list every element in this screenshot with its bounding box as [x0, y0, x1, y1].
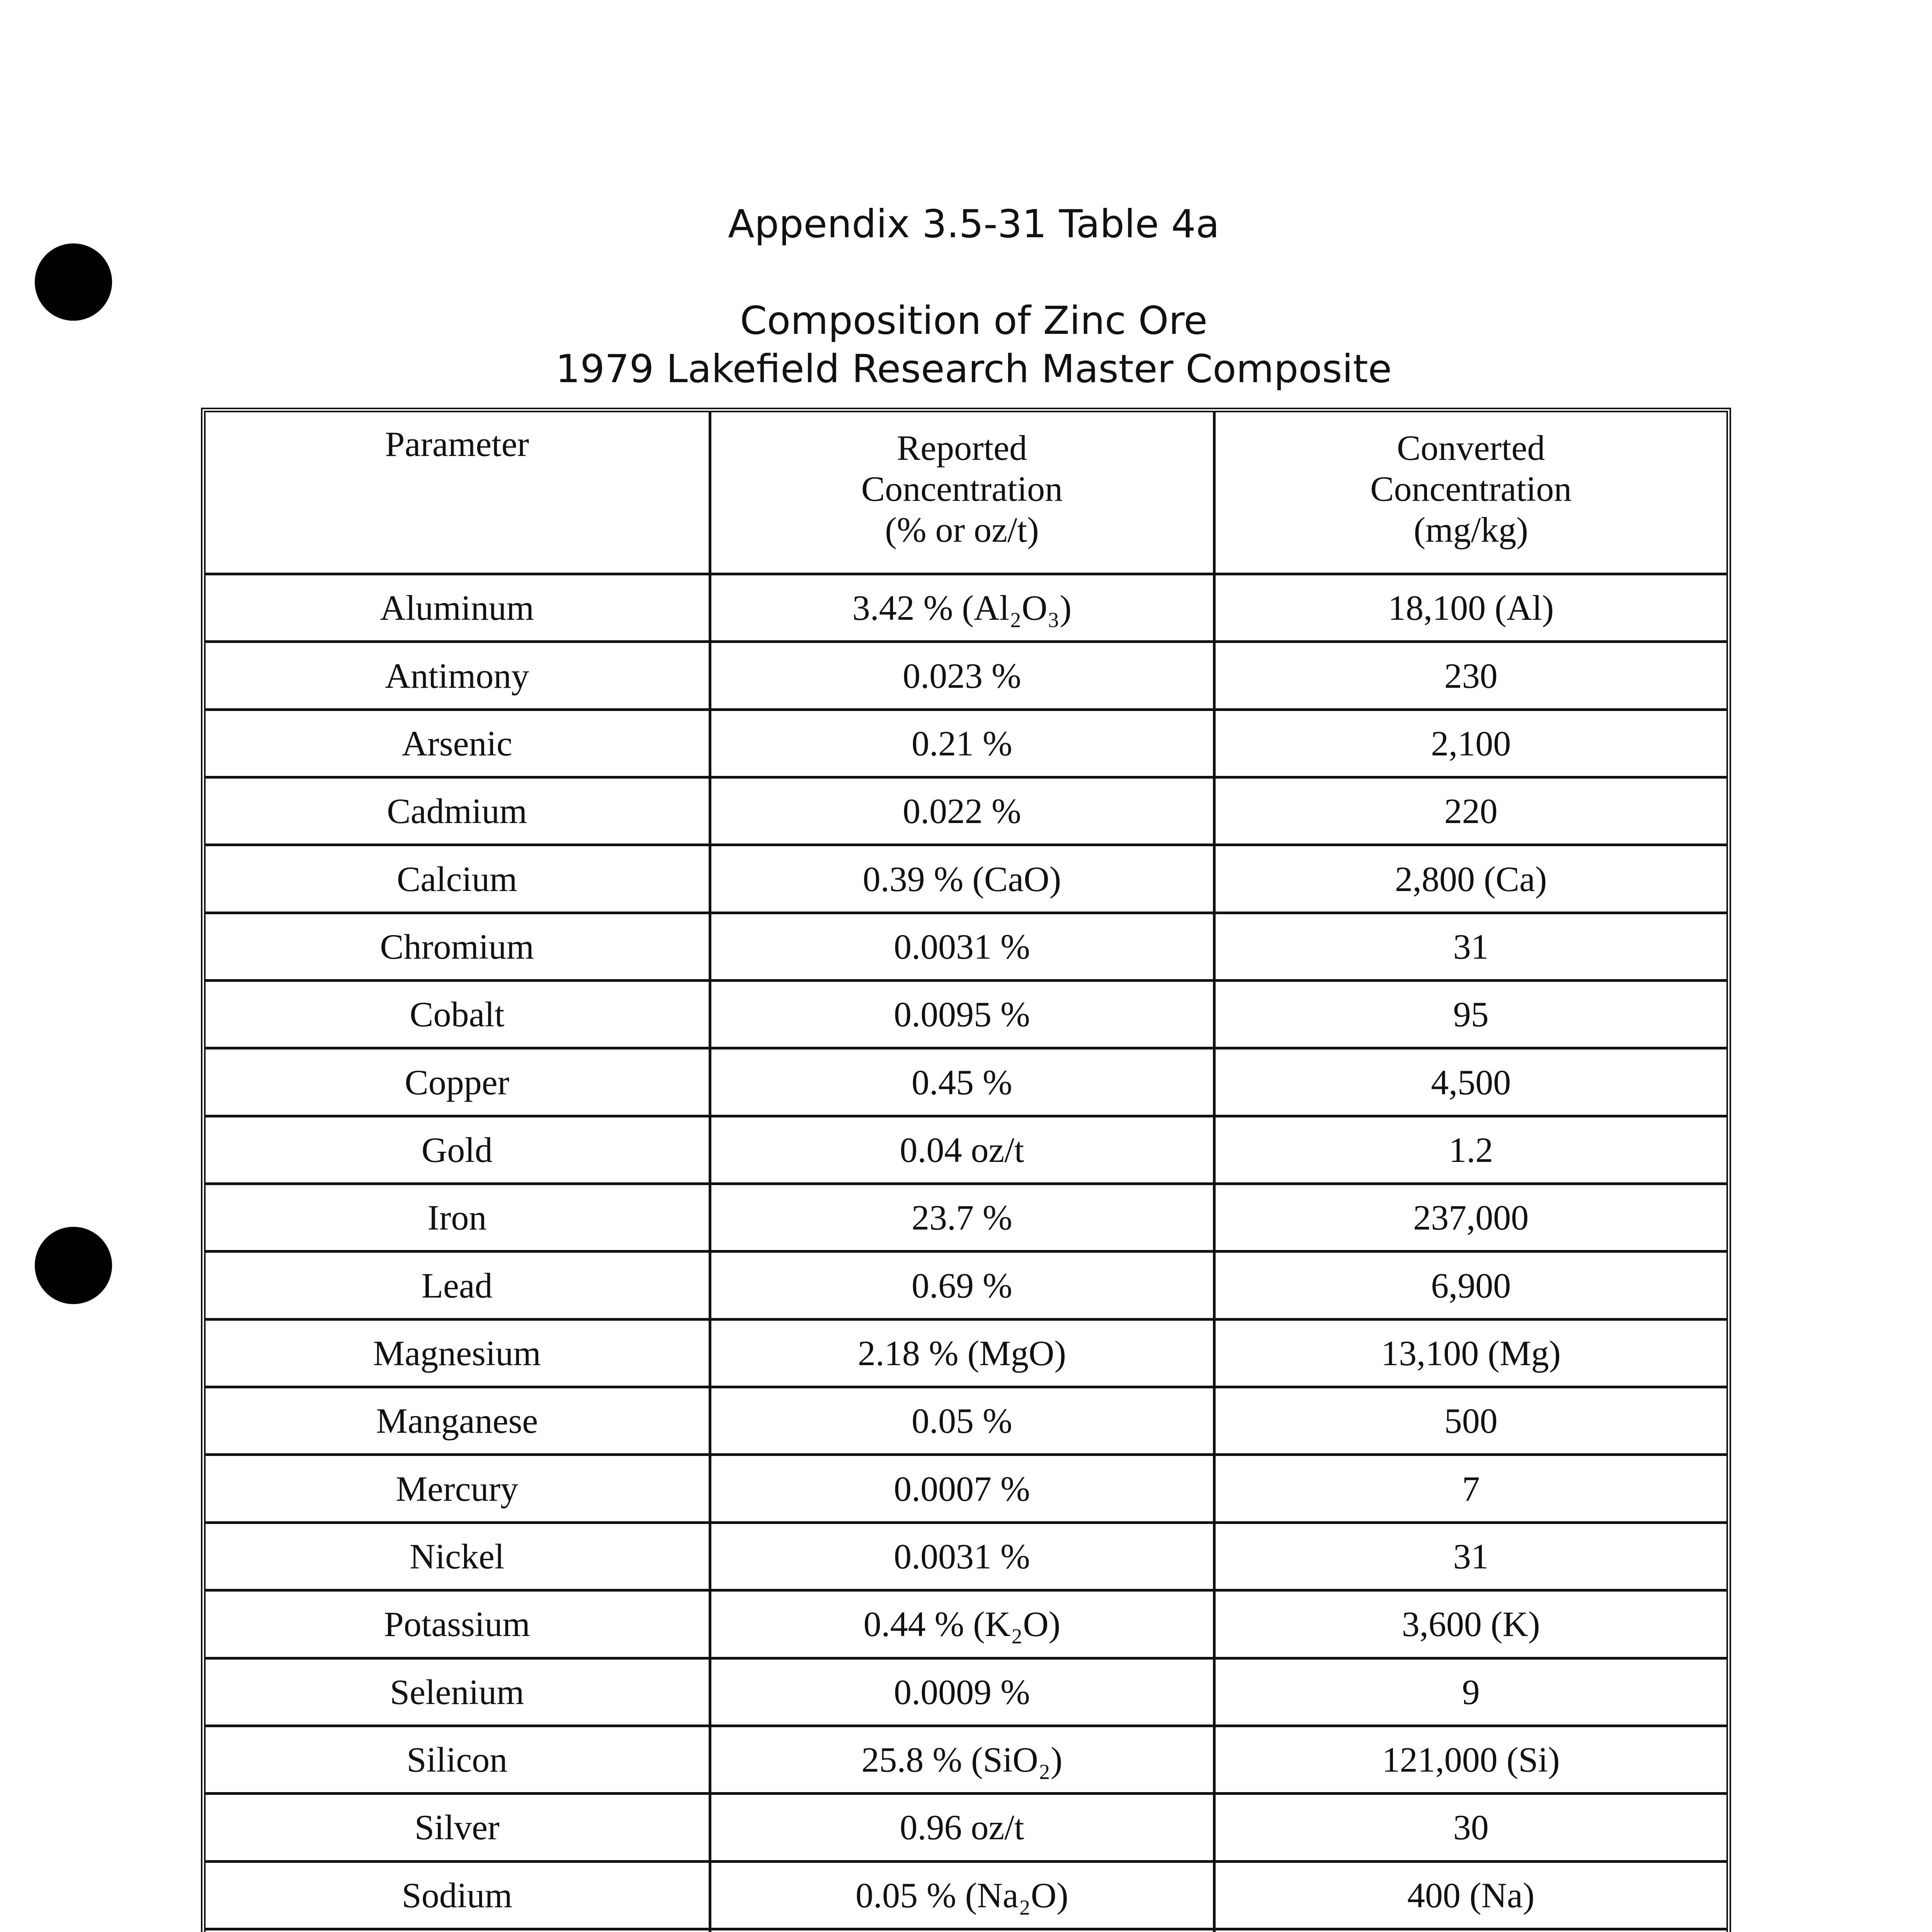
reported-concentration-cell [710, 574, 1214, 642]
reported-value: 0.0009 % [894, 1672, 1030, 1712]
table-row [206, 845, 1726, 913]
parameter-cell: Selenium [206, 1658, 710, 1726]
reported-concentration-cell [710, 1726, 1214, 1793]
table-row [206, 1929, 1726, 1932]
reported-formula: (CaO) [972, 859, 1061, 899]
parameter-cell: Silicon [206, 1726, 710, 1793]
reported-concentration-cell [710, 1455, 1214, 1522]
table-row [206, 913, 1726, 980]
parameter-cell: Gold [206, 1116, 710, 1184]
converted-concentration-cell: 7 [1214, 1455, 1726, 1522]
parameter-cell: Silver [206, 1794, 710, 1861]
reported-value: 0.96 oz/t [900, 1808, 1024, 1847]
table-row [206, 981, 1726, 1048]
parameter-cell: Sodium [206, 1861, 710, 1929]
parameter-cell: Chromium [206, 913, 710, 980]
reported-value: 0.69 % [912, 1265, 1012, 1305]
table-row [206, 1455, 1726, 1522]
reported-concentration-cell [710, 845, 1214, 913]
reported-value: 0.05 % [855, 1875, 965, 1915]
table-row [206, 1252, 1726, 1319]
parameter-cell: Manganese [206, 1387, 710, 1455]
parameter-cell: Lead [206, 1252, 710, 1319]
reported-concentration-cell [710, 1861, 1214, 1929]
header-reported-concentration: Reported Concentration (% or oz/t) [710, 412, 1214, 574]
reported-concentration-cell [710, 1116, 1214, 1184]
reported-formula: (Na₂O) [965, 1875, 1068, 1915]
table-row [206, 1387, 1726, 1455]
reported-concentration-cell [710, 1794, 1214, 1861]
reported-value: 0.45 % [912, 1062, 1012, 1102]
converted-concentration-cell: 2,800 (Ca) [1214, 845, 1726, 913]
table-row [206, 1861, 1726, 1929]
header-parameter: Parameter [206, 412, 710, 574]
reported-value: 23.7 % [912, 1198, 1012, 1238]
table-row [206, 709, 1726, 777]
table-row [206, 1319, 1726, 1387]
table-row [206, 1184, 1726, 1252]
reported-value: 0.0007 % [894, 1469, 1030, 1509]
parameter-cell: Arsenic [206, 709, 710, 777]
composition-table-frame [201, 408, 1731, 1932]
reported-concentration-cell [710, 642, 1214, 709]
parameter-cell: Iron [206, 1184, 710, 1252]
converted-concentration-cell: 4,500 [1214, 1048, 1726, 1116]
table-row [206, 1658, 1726, 1726]
parameter-cell: Potassium [206, 1590, 710, 1658]
parameter-cell: Magnesium [206, 1319, 710, 1387]
converted-concentration-cell: 2,100 [1214, 709, 1726, 777]
reported-formula: (SiO₂) [971, 1740, 1063, 1780]
parameter-cell: Nickel [206, 1522, 710, 1590]
reported-value: 0.21 % [912, 723, 1012, 763]
reported-concentration-cell [710, 1590, 1214, 1658]
converted-concentration-cell: 30 [1214, 1794, 1726, 1861]
converted-concentration-cell: 400 (Na) [1214, 1861, 1726, 1929]
converted-concentration-cell: 237,000 [1214, 1184, 1726, 1252]
converted-concentration-cell: 95 [1214, 981, 1726, 1048]
reported-value: 3.42 % [852, 588, 962, 628]
converted-concentration-cell: 31 [1214, 913, 1726, 980]
reported-value: 0.05 % [912, 1401, 1012, 1441]
converted-concentration-cell [1214, 1929, 1726, 1932]
parameter-cell [206, 1929, 710, 1932]
reported-value: 0.0031 % [894, 927, 1030, 966]
table-row [206, 1116, 1726, 1184]
reported-formula: (K₂O) [973, 1604, 1061, 1644]
converted-concentration-cell: 13,100 (Mg) [1214, 1319, 1726, 1387]
reported-value: 2.18 % [857, 1333, 968, 1373]
reported-value: 0.39 % [862, 859, 973, 899]
table-row [206, 777, 1726, 845]
converted-concentration-cell: 3,600 (K) [1214, 1590, 1726, 1658]
appendix-title: Appendix 3.5-31 Table 4a [728, 201, 1219, 247]
reported-value: 0.04 oz/t [900, 1130, 1024, 1170]
converted-concentration-cell: 230 [1214, 642, 1726, 709]
composition-table [206, 412, 1726, 1932]
table-row [206, 1590, 1726, 1658]
reported-value: 0.0031 % [894, 1536, 1030, 1576]
reported-concentration-cell [710, 1048, 1214, 1116]
reported-concentration-cell [710, 709, 1214, 777]
table-header-row [206, 412, 1726, 574]
parameter-cell: Mercury [206, 1455, 710, 1522]
header-converted-concentration: Converted Concentration (mg/kg) [1214, 412, 1726, 574]
converted-concentration-cell: 18,100 (Al) [1214, 574, 1726, 642]
reported-concentration-cell [710, 1387, 1214, 1455]
reported-concentration-cell [710, 1522, 1214, 1590]
reported-value: 0.022 % [903, 791, 1021, 831]
parameter-cell: Copper [206, 1048, 710, 1116]
table-row [206, 574, 1726, 642]
converted-concentration-cell: 9 [1214, 1658, 1726, 1726]
reported-concentration-cell [710, 1658, 1214, 1726]
table-title: Composition of Zinc Ore [740, 298, 1208, 343]
table-row [206, 1522, 1726, 1590]
parameter-cell: Antimony [206, 642, 710, 709]
reported-formula: (Al₂O₃) [962, 588, 1072, 628]
table-subtitle: 1979 Lakefield Research Master Composite [555, 346, 1392, 391]
reported-value: 0.0095 % [894, 995, 1030, 1034]
converted-concentration-cell: 121,000 (Si) [1214, 1726, 1726, 1793]
converted-concentration-cell: 31 [1214, 1522, 1726, 1590]
converted-concentration-cell: 6,900 [1214, 1252, 1726, 1319]
table-row [206, 1726, 1726, 1793]
reported-value: 0.44 % [863, 1604, 973, 1644]
reported-concentration-cell [710, 1319, 1214, 1387]
reported-concentration-cell [710, 1184, 1214, 1252]
parameter-cell: Cobalt [206, 981, 710, 1048]
reported-concentration-cell [710, 1929, 1214, 1932]
table-row [206, 642, 1726, 709]
parameter-cell: Aluminum [206, 574, 710, 642]
table-row [206, 1048, 1726, 1116]
reported-concentration-cell [710, 913, 1214, 980]
reported-concentration-cell [710, 981, 1214, 1048]
parameter-cell: Calcium [206, 845, 710, 913]
reported-value: 0.023 % [903, 656, 1021, 696]
binder-hole-middle [35, 1227, 112, 1304]
table-row [206, 1794, 1726, 1861]
reported-concentration-cell [710, 1252, 1214, 1319]
converted-concentration-cell: 220 [1214, 777, 1726, 845]
reported-formula: (MgO) [967, 1333, 1066, 1373]
reported-value: 25.8 % [861, 1740, 971, 1780]
parameter-cell: Cadmium [206, 777, 710, 845]
converted-concentration-cell: 1.2 [1214, 1116, 1726, 1184]
reported-concentration-cell [710, 777, 1214, 845]
converted-concentration-cell: 500 [1214, 1387, 1726, 1455]
